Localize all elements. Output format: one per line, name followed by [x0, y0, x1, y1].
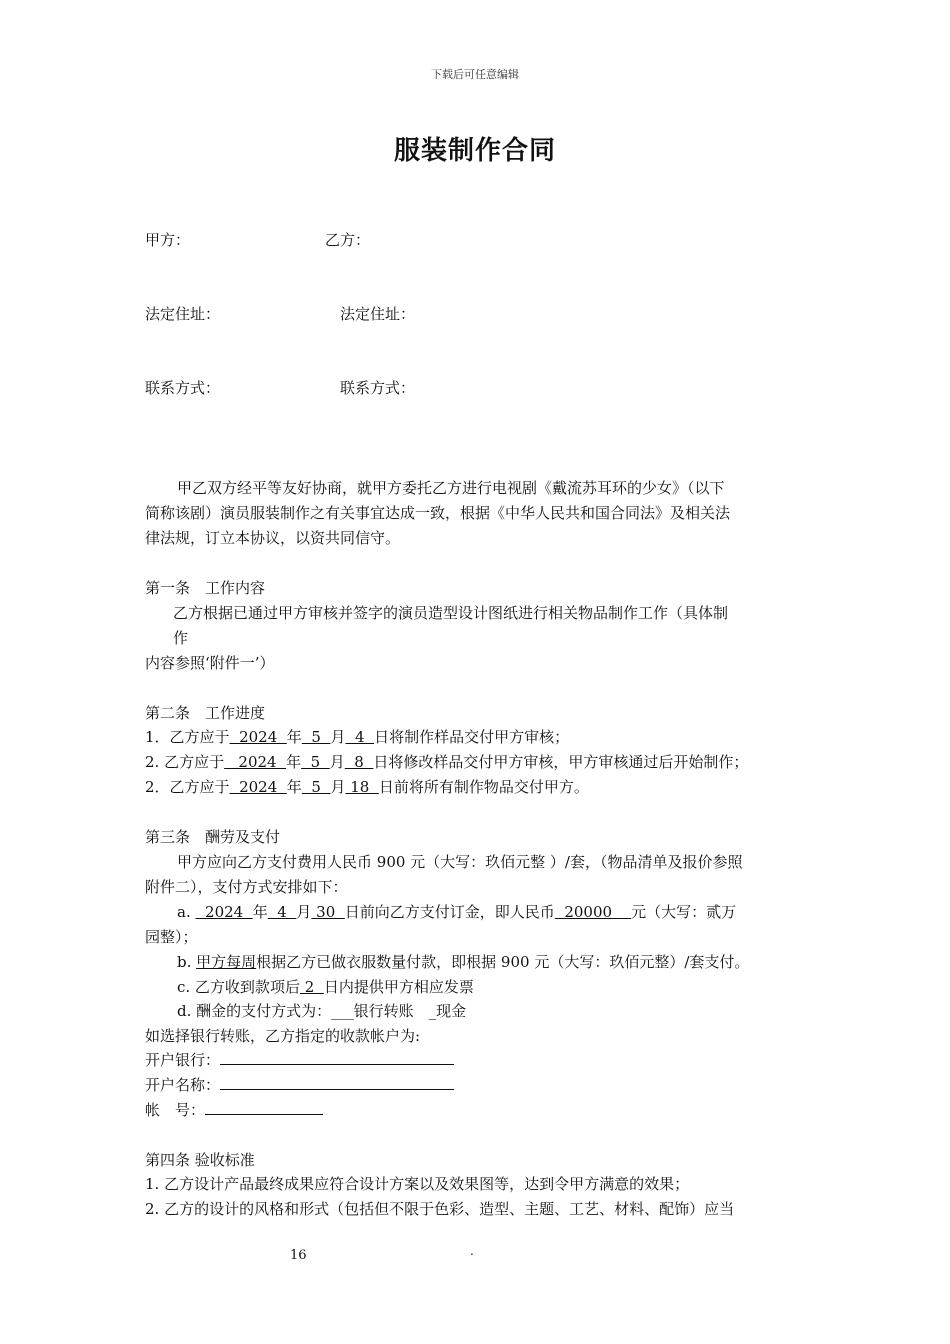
article-1-heading: 第一条 工作内容 [145, 579, 266, 597]
payment-d-prefix: d. 酬金的支付方式为： [177, 1002, 332, 1020]
schedule-item-3-month: 5 [301, 778, 331, 796]
payment-item-b [177, 951, 749, 972]
document-title: 服装制作合同 [393, 136, 556, 166]
article-3-heading: 第三条 酬劳及支付 [145, 828, 281, 846]
article-3-line-2: 附件二），支付方式安排如下： [145, 878, 348, 896]
payment-a-continued: 园整）； [145, 928, 198, 946]
schedule-item-1-suffix: 日将制作样品交付甲方审核； [374, 728, 570, 746]
cash-option: 现金 [436, 1002, 467, 1020]
payment-item-a [177, 901, 736, 922]
month-label: 月 [330, 728, 346, 746]
page-header: 下载后可任意编辑 [431, 68, 519, 81]
payment-a-suffix: 元（大写：贰万 [631, 903, 737, 921]
month-label: 月 [330, 778, 346, 796]
page-number: 16 [290, 1248, 307, 1263]
account-number-row [145, 1099, 323, 1120]
schedule-item-2 [145, 751, 748, 772]
schedule-item-3 [145, 776, 589, 797]
bank-transfer-option: 银行转账 [353, 1002, 429, 1020]
party-a-label: 甲方： [145, 231, 191, 249]
article-1-line-2: 作 [173, 629, 189, 647]
month-label: 月 [296, 903, 312, 921]
schedule-item-3-day: 18 [345, 778, 379, 796]
year-label: 年 [286, 778, 302, 796]
schedule-item-1 [145, 726, 569, 747]
payment-b-prefix: b. [177, 953, 197, 971]
year-label: 年 [286, 728, 302, 746]
schedule-item-3-year: 2024 [229, 778, 287, 796]
year-label: 年 [286, 753, 302, 771]
article-3-line-1: 甲方应向乙方支付费用人民币 900 元（大写：玖佰元整 ）/套，（物品清单及报价参照 [177, 853, 743, 871]
footer-dot: . [470, 1244, 474, 1258]
schedule-item-3-prefix: 2．乙方应于 [145, 778, 230, 796]
bank-label: 开户银行： [145, 1051, 221, 1069]
schedule-item-1-day: 4 [345, 728, 375, 746]
bank-transfer-blank: ___ [331, 1002, 354, 1020]
schedule-item-1-month: 5 [301, 728, 331, 746]
schedule-item-1-year: 2024 [229, 728, 287, 746]
schedule-item-3-suffix: 日前将所有制作物品交付甲方。 [378, 778, 589, 796]
article-4-item-1: 1. 乙方设计产品最终成果应符合设计方案以及效果图等，达到令甲方满意的效果； [145, 1175, 690, 1193]
account-intro: 如选择银行转账，乙方指定的收款帐户为: [145, 1027, 421, 1045]
payment-a-year: 2024 [195, 903, 253, 921]
bank-row [145, 1049, 454, 1070]
article-1-line-1: 乙方根据已通过甲方审核并签字的演员造型设计图纸进行相关物品制作工作（具体制 [173, 604, 729, 622]
month-label: 月 [329, 753, 345, 771]
schedule-item-2-year: 2024 [224, 753, 287, 771]
schedule-item-1-prefix: 1．乙方应于 [145, 728, 230, 746]
party-a-contact-label: 联系方式： [145, 379, 221, 397]
payment-b-underlined: 甲方每周 [196, 953, 257, 971]
intro-line-2: 简称该剧）演员服装制作之有关事宜达成一致，根据《中华人民共和国合同法》及相关法 [145, 504, 731, 522]
payment-c-days: 2 [299, 978, 324, 996]
payment-c-suffix: 日内提供甲方相应发票 [323, 978, 474, 996]
payment-a-mid: 日前向乙方支付订金，即人民币 [344, 903, 555, 921]
party-b-address-label: 法定住址： [340, 305, 416, 323]
account-name-row [145, 1074, 454, 1095]
article-1-line-3: 内容参照‘附件一’） [145, 654, 275, 672]
party-b-label: 乙方： [325, 231, 371, 249]
payment-item-c [177, 976, 474, 997]
payment-a-prefix: a. [177, 903, 196, 921]
account-number-label: 帐 号： [145, 1101, 206, 1119]
account-number-blank-line [205, 1099, 323, 1115]
payment-b-suffix: 根据乙方已做衣服数量付款，即根据 900 元（大写：玖佰元整）/套支付。 [256, 953, 750, 971]
intro-line-1: 甲乙双方经平等友好协商，就甲方委托乙方进行电视剧《戴流苏耳环的少女》（以下 [177, 479, 725, 497]
article-4-heading: 第四条 验收标准 [145, 1151, 255, 1169]
article-2-heading: 第二条 工作进度 [145, 704, 266, 722]
schedule-item-2-suffix: 日将修改样品交付甲方审核，甲方审核通过后开始制作； [373, 753, 749, 771]
cash-blank: _ [428, 1002, 437, 1020]
payment-a-amount: 20000 [554, 903, 632, 921]
article-4-item-2: 2. 乙方的设计的风格和形式（包括但不限于色彩、造型、主题、工艺、材料、配饰）应当 [145, 1200, 735, 1218]
bank-blank-line [220, 1049, 454, 1065]
payment-a-month: 4 [267, 903, 297, 921]
account-name-label: 开户名称： [145, 1076, 221, 1094]
payment-c-prefix: c. 乙方收到款项后 [177, 978, 300, 996]
schedule-item-2-prefix: 2. 乙方应于 [145, 753, 225, 771]
payment-item-d [177, 1000, 466, 1021]
schedule-item-2-day: 8 [344, 753, 374, 771]
account-name-blank-line [220, 1074, 454, 1090]
party-a-address-label: 法定住址： [145, 305, 221, 323]
intro-line-3: 律法规，订立本协议，以资共同信守。 [145, 529, 401, 547]
schedule-item-2-month: 5 [301, 753, 330, 771]
party-b-contact-label: 联系方式： [340, 379, 416, 397]
payment-a-day: 30 [311, 903, 345, 921]
year-label: 年 [252, 903, 268, 921]
